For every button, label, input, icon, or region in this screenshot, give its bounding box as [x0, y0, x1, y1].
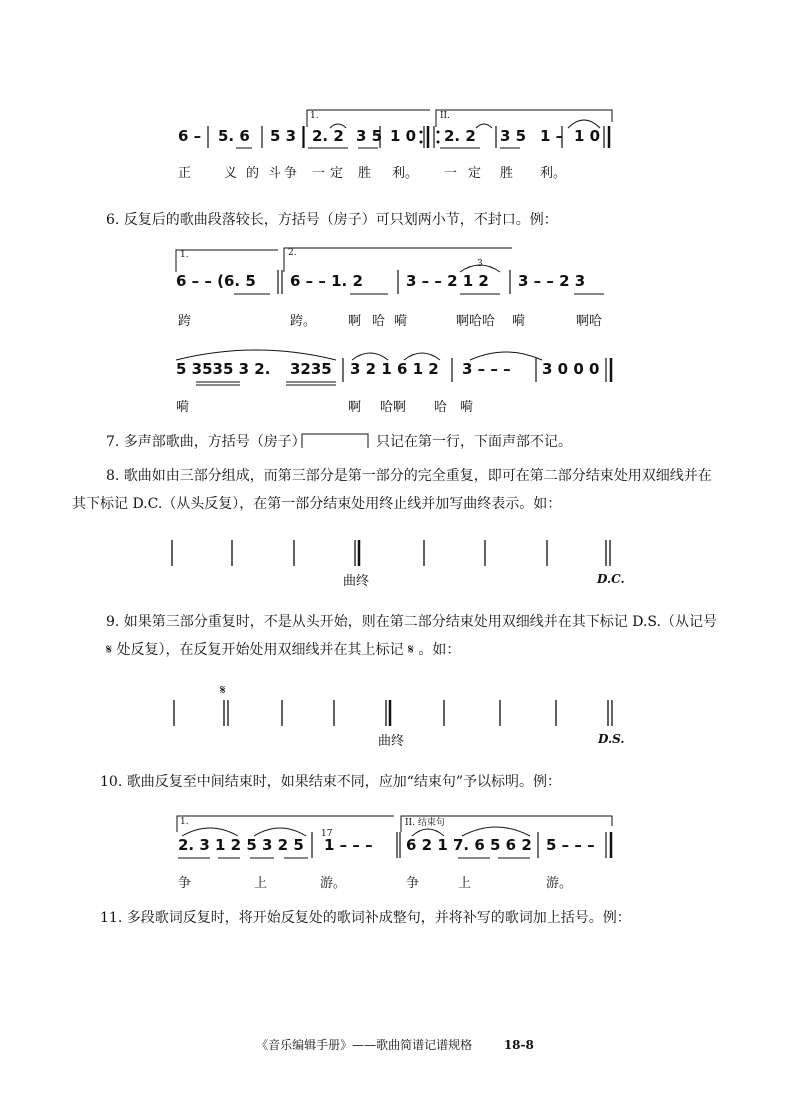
ex2-lyric: 嗬 — [512, 314, 526, 329]
ex3-volta1-label: 1. — [180, 817, 189, 827]
ex1-note-7: 2. 2 — [444, 127, 476, 145]
footer-title: 《音乐编辑手册》——歌曲简谱记谱规格 — [256, 1038, 473, 1052]
ex2-note: 3 0 0 0 — [542, 360, 600, 378]
ex1-lyric: 定 — [468, 166, 482, 181]
fine-label: 曲终 — [343, 574, 370, 589]
ex3-note: 6 2 1 7. 6 5 6 2 — [406, 836, 532, 854]
ex1-lyric: 一 — [312, 166, 326, 181]
ex2-lyric: 啊 — [348, 400, 362, 415]
ex1-lyric: 利。 — [540, 166, 567, 181]
ex2-lyric: 嗬 — [460, 400, 474, 415]
item10-text: 10. 歌曲反复至中间结束时，如果结束不同，应加“结束句”予以标明。例： — [100, 774, 562, 790]
ex2-note: 5 3535 3 2. — [176, 360, 271, 378]
ex2-lyric: 啊哈哈 — [456, 314, 496, 329]
ex2-note: 3 2 1 6 1 2 — [350, 360, 439, 378]
ex2-lyric: 哈 — [372, 314, 386, 329]
ex1-note-6: 1 0 — [390, 127, 417, 145]
ex1-lyric: 胜 — [358, 166, 372, 181]
ex1-lyric: 胜 — [500, 166, 514, 181]
ex3-note: 2. 3 1 2 5 3 2 5 — [178, 836, 304, 854]
ex1-note-10: 1 0 — [574, 127, 601, 145]
ex2-volta1-label: 1. — [180, 250, 189, 260]
item7-text-before: 7. 多声部歌曲，方括号（房子） — [106, 434, 306, 450]
ex1-lyric: 一 — [444, 166, 458, 181]
ex3-lyric: 游。 — [546, 876, 573, 891]
ex2-triplet-mark: 3 — [477, 259, 483, 269]
ex2-note: 6 – – 1. 2 — [290, 272, 363, 290]
ex1-note-3: 5 3 — [270, 127, 297, 145]
ex1-note-4: 2. 2 — [312, 127, 344, 145]
ex1-lyric: 义 — [224, 166, 238, 181]
ex1-volta2-label: II. — [440, 111, 450, 121]
ex1-lyric: 正 — [178, 166, 192, 181]
ex3-lyric: 争 — [406, 876, 420, 891]
ex1-note-9: 1 – — [540, 127, 564, 145]
ex3-note: 5 – – – — [546, 836, 595, 854]
ex3-note: 1 – – – — [324, 836, 373, 854]
ex1-lyric: 争 — [284, 166, 298, 181]
ex1-lyric: 的 — [246, 166, 260, 181]
ex2-lyric: 啊哈 — [576, 314, 603, 329]
ex2-note: 3 – – 2 1 2 — [406, 272, 489, 290]
ex2-note: 3 – – – — [462, 360, 511, 378]
ex3-lyric: 上 — [458, 876, 472, 891]
ex2-note: 3235 — [290, 360, 332, 378]
ex1-lyric: 利。 — [392, 166, 419, 181]
ex1-lyric: 斗 — [268, 166, 282, 181]
ex2-note: 6 – – (6. 5 — [176, 272, 256, 290]
segno-icon: 𝄋 — [220, 683, 226, 698]
ex2-lyric: 啊 — [348, 314, 362, 329]
ex3-lyric: 上 — [254, 876, 268, 891]
ex2-lyric: 跨。 — [290, 314, 317, 329]
ex3-lyric: 争 — [178, 876, 192, 891]
ex2-lyric: 嗬 — [394, 314, 408, 329]
ex2-volta2-label: 2. — [288, 248, 297, 258]
item9-line2: 𝄋 处反复），在反复开始处用双细线并在其上标记 𝄋 。如： — [106, 642, 461, 658]
page-number: 18-8 — [503, 1038, 534, 1052]
ex1-lyric: 定 — [330, 166, 344, 181]
ds-label: D.S. — [598, 732, 625, 746]
ex2-lyric: 哈 — [434, 400, 448, 415]
item6-text: 6. 反复后的歌曲段落较长，方括号（房子）可只划两小节，不封口。例： — [106, 212, 558, 228]
ex3-volta2-label: II. 结束句 — [405, 818, 445, 828]
ex1-note-2: 5. 6 — [218, 127, 250, 145]
ex1-note-1: 6 – — [178, 127, 202, 145]
item8-line2: 其下标记 D.C.（从头反复），在第一部分结束处用终止线并加写曲终表示。如： — [72, 496, 562, 512]
ex1-volta1-label: 1. — [310, 111, 319, 121]
item7-text-after: 只记在第一行，下面声部不记。 — [376, 434, 572, 450]
fine-label: 曲终 — [378, 734, 405, 749]
ex1-note-5: 3 5 — [356, 127, 383, 145]
ex2-lyric: 嗬 — [176, 400, 190, 415]
ex1-note-8: 3 5 — [500, 127, 527, 145]
page-footer — [0, 1036, 790, 1053]
ex3-lyric: 游。 — [320, 876, 347, 891]
item9-line1: 9. 如果第三部分重复时，不是从头开始，则在第二部分结束处用双细线并在其下标记 D.S.（从记号 — [106, 614, 717, 630]
dc-label: D.C. — [597, 572, 625, 586]
item8-line1: 8. 歌曲如由三部分组成，而第三部分是第一部分的完全重复，即可在第二部分结束处用双细线并在 — [106, 468, 712, 484]
ex2-lyric: 哈啊 — [380, 400, 407, 415]
ex2-lyric: 跨 — [178, 314, 192, 329]
item11-text: 11. 多段歌词反复时，将开始反复处的歌词补成整句，并将补写的歌词加上括号。例： — [100, 910, 631, 926]
ex2-note: 3 – – 2 3 — [518, 272, 586, 290]
ex3-grace: 17 — [321, 829, 333, 839]
